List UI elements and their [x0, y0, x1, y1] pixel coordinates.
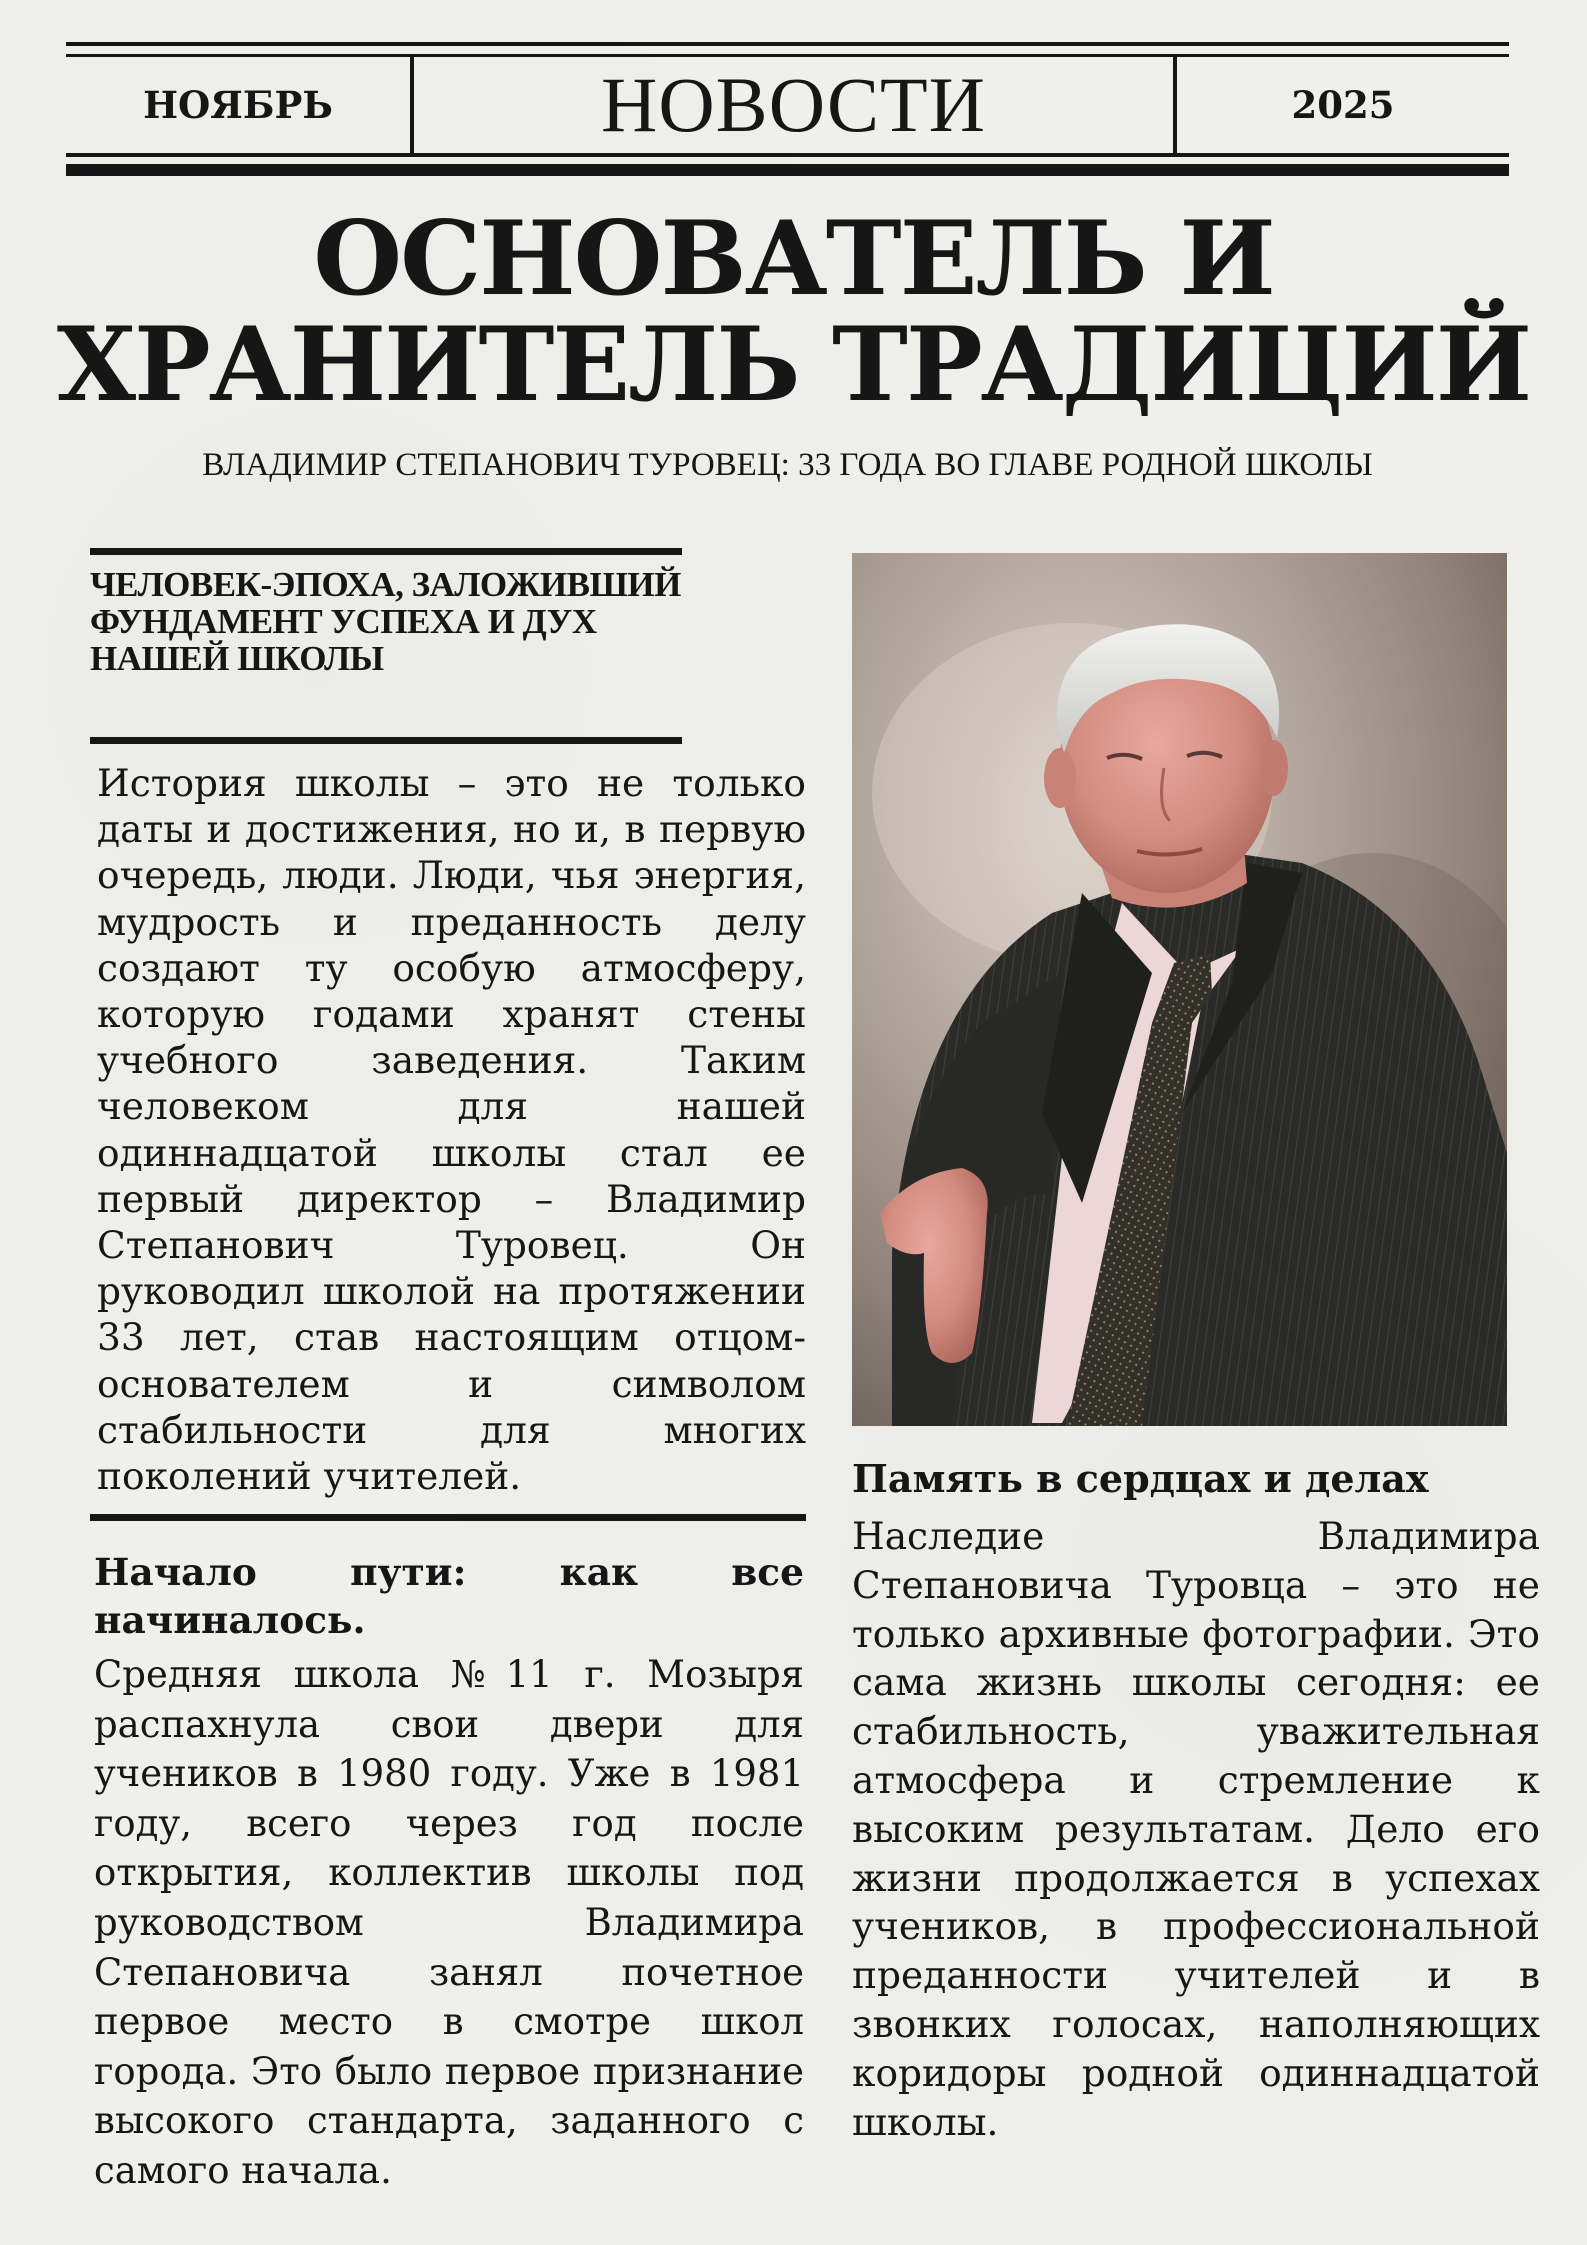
section-divider-rule [90, 1514, 806, 1521]
intro-body: История школы – это не только даты и достижения, но и, в первую очередь, люди. Люди, чья энергия, мудрость и преданность делу создают ту особую атмосферу, которую годами хранят стены учебного заведения. Таким человеком для нашей одиннадцатой школы стал ее первый директор – Владимир Степанович Туровец. Он руководил школой на протяжении 33 лет, став настоящим отцом-основателем и символом стабильности для многих поколений учителей. [97, 761, 806, 1499]
start-heading: Начало пути: как все начиналось. [94, 1550, 804, 1642]
intro-kicker: ЧЕЛОВЕК-ЭПОХА, ЗАЛОЖИВШИЙ ФУНДАМЕНТ УСПЕХА И ДУХ НАШЕЙ ШКОЛЫ [90, 565, 681, 678]
memory-heading: Память в сердцах и делах [852, 1456, 1429, 1501]
masthead-top-rule [66, 42, 1509, 46]
subheadline: ВЛАДИМИР СТЕПАНОВИЧ ТУРОВЕЦ: 33 ГОДА ВО ГЛАВЕ РОДНОЙ ШКОЛЫ [202, 447, 1373, 483]
masthead [66, 42, 1509, 178]
newspaper-title: НОВОСТИ [601, 61, 986, 148]
memory-body: Наследие Владимира Степановича Туровца – это не только архивные фотографии. Это сама жизнь школы сегодня: ее стабильность, уважительная атмосфера и стремление к высоким результатам. Дело его жизни продолжается в успехах учеников, в профессиональной преданности учителей и в звонких голосах, наполняющих коридоры родной одиннадцатой школы. [852, 1514, 1540, 2144]
masthead-bottom-rule [66, 164, 1509, 176]
kicker-bottom-rule [90, 737, 682, 744]
issue-month: НОЯБРЬ [143, 83, 333, 127]
issue-year: 2025 [1291, 83, 1395, 127]
main-headline [40, 199, 1547, 425]
headline-line-2: ХРАНИТЕЛЬ ТРАДИЦИЙ [56, 305, 1531, 425]
portrait-illustration [852, 553, 1507, 1426]
kicker-top-rule [90, 548, 682, 555]
headline-line-1: ОСНОВАТЕЛЬ И [313, 199, 1274, 319]
director-portrait-photo [852, 553, 1507, 1426]
start-body: Средняя школа №11 г. Мозыря распахнула свои двери для учеников в 1980 году. Уже в 1981 году, всего через год после открытия, коллектив школы под руководством Владимира Степановича занял почетное первое место в смотре школ города. Это было первое признание высокого стандарта, заданного с самого начала. [94, 1653, 804, 2192]
masthead-bottom-rule-thin [66, 153, 1509, 157]
